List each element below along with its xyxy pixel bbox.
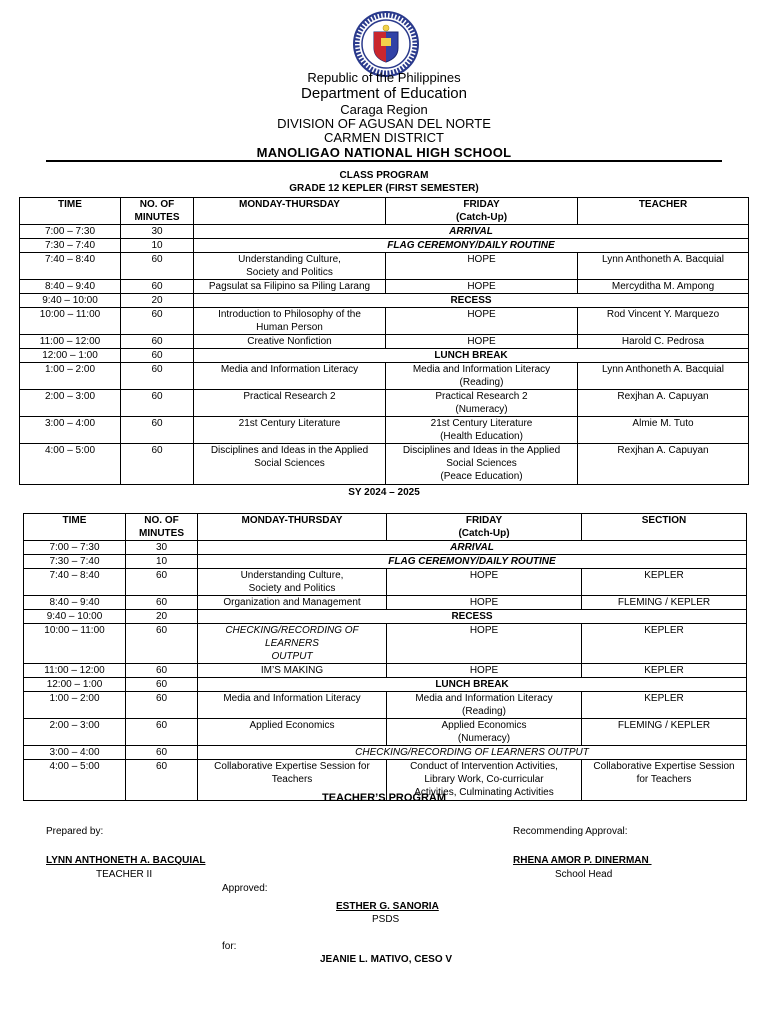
teacher-cell: Harold C. Pedrosa xyxy=(578,335,749,349)
time-cell: 7:40 – 8:40 xyxy=(24,569,126,596)
friday-sub-label: (Catch-Up) xyxy=(458,528,510,539)
recommending-title: School Head xyxy=(555,869,613,880)
col-mon-thu-header: MONDAY-THURSDAY xyxy=(198,514,387,541)
activity-span-cell: LUNCH BREAK xyxy=(194,349,749,363)
friday-subject-cell: HOPE xyxy=(386,335,578,349)
minutes-cell: 60 xyxy=(121,363,194,390)
mon-thu-subject-cell: Collaborative Expertise Session for Teachers xyxy=(198,760,387,801)
activity-span-cell: ARRIVAL xyxy=(194,225,749,239)
teacher-cell: Almie M. Tuto xyxy=(578,417,749,444)
header-divider xyxy=(46,160,722,162)
activity-span-cell: ARRIVAL xyxy=(198,541,747,555)
mon-thu-subject-cell: Media and Information Literacy xyxy=(198,692,387,719)
class-program-subtitle: GRADE 12 KEPLER (FIRST SEMESTER) xyxy=(289,183,479,194)
col-minutes-header: NO. OF MINUTES xyxy=(121,198,194,225)
friday-subject-cell: 21st Century Literature (Health Education) xyxy=(386,417,578,444)
deped-seal-logo xyxy=(352,10,420,78)
friday-label: FRIDAY xyxy=(463,199,500,210)
table-row xyxy=(24,719,747,746)
minutes-cell: 20 xyxy=(126,610,198,624)
header-division: DIVISION OF AGUSAN DEL NORTE xyxy=(277,116,491,131)
time-cell: 7:00 – 7:30 xyxy=(20,225,121,239)
approved-title: PSDS xyxy=(372,914,400,925)
time-cell: 3:00 – 4:00 xyxy=(20,417,121,444)
minutes-cell: 20 xyxy=(121,294,194,308)
table-row xyxy=(20,239,749,253)
time-cell: 4:00 – 5:00 xyxy=(20,444,121,485)
section-cell: KEPLER xyxy=(582,624,747,664)
minutes-cell: 60 xyxy=(126,596,198,610)
activity-span-cell: FLAG CEREMONY/DAILY ROUTINE xyxy=(194,239,749,253)
mon-thu-subject-cell: CHECKING/RECORDING OF LEARNERS OUTPUT xyxy=(198,624,387,664)
teacher-program-title: TEACHER’S PROGRAM xyxy=(321,792,447,804)
time-cell: 1:00 – 2:00 xyxy=(20,363,121,390)
for-label: for: xyxy=(222,941,237,952)
prepared-by-label: Prepared by: xyxy=(46,826,104,837)
mon-thu-subject-cell: Organization and Management xyxy=(198,596,387,610)
minutes-cell: 60 xyxy=(121,390,194,417)
activity-span-cell: RECESS xyxy=(198,610,747,624)
friday-subject-cell: Practical Research 2 (Numeracy) xyxy=(386,390,578,417)
mon-thu-subject-cell: Understanding Culture, Society and Politics xyxy=(198,569,387,596)
table-row xyxy=(20,335,749,349)
col-section-header: SECTION xyxy=(582,514,747,541)
friday-subject-cell: HOPE xyxy=(386,253,578,280)
table-row xyxy=(24,610,747,624)
friday-subject-cell: HOPE xyxy=(386,280,578,294)
time-cell: 4:00 – 5:00 xyxy=(24,760,126,801)
time-cell: 10:00 – 11:00 xyxy=(20,308,121,335)
header-district: CARMEN DISTRICT xyxy=(324,130,444,145)
minutes-cell: 60 xyxy=(121,335,194,349)
mon-thu-subject-cell: Creative Nonfiction xyxy=(194,335,386,349)
minutes-cell: 60 xyxy=(121,308,194,335)
recommending-name: RHENA AMOR P. DINERMAN xyxy=(513,855,652,866)
friday-subject-cell: Applied Economics (Numeracy) xyxy=(387,719,582,746)
table-row xyxy=(20,444,749,485)
table-row xyxy=(20,294,749,308)
table-row xyxy=(24,692,747,719)
time-cell: 11:00 – 12:00 xyxy=(20,335,121,349)
minutes-cell: 60 xyxy=(126,569,198,596)
table-row xyxy=(20,280,749,294)
minutes-cell: 60 xyxy=(126,678,198,692)
table-row xyxy=(24,746,747,760)
mon-thu-subject-cell: Applied Economics xyxy=(198,719,387,746)
col-teacher-header: TEACHER xyxy=(578,198,749,225)
school-year: SY 2024 – 2025 xyxy=(348,487,420,498)
friday-label: FRIDAY xyxy=(465,515,503,526)
minutes-cell: 60 xyxy=(121,444,194,485)
friday-subject-cell: HOPE xyxy=(387,596,582,610)
table-row xyxy=(24,678,747,692)
table-row xyxy=(24,664,747,678)
table-row xyxy=(20,417,749,444)
minutes-cell: 10 xyxy=(126,555,198,569)
minutes-cell: 60 xyxy=(121,349,194,363)
minutes-cell: 60 xyxy=(126,746,198,760)
mon-thu-subject-cell: Pagsulat sa Filipino sa Piling Larang xyxy=(194,280,386,294)
mon-thu-subject-cell: 21st Century Literature xyxy=(194,417,386,444)
section-cell: KEPLER xyxy=(582,692,747,719)
approved-label: Approved: xyxy=(222,883,268,894)
friday-subject-cell: HOPE xyxy=(387,624,582,664)
teacher-program-table xyxy=(23,513,747,801)
section-cell: FLEMING / KEPLER xyxy=(582,719,747,746)
mon-thu-subject-cell: IM’S MAKING xyxy=(198,664,387,678)
col-friday-header xyxy=(386,198,578,225)
recommending-label: Recommending Approval: xyxy=(513,826,628,837)
teacher-cell: Mercyditha M. Ampong xyxy=(578,280,749,294)
header-department: Department of Education xyxy=(301,85,467,102)
teacher-cell: Rexjhan A. Capuyan xyxy=(578,444,749,485)
table-row xyxy=(24,596,747,610)
table-row xyxy=(20,363,749,390)
teacher-cell: Lynn Anthoneth A. Bacquial xyxy=(578,363,749,390)
minutes-cell: 60 xyxy=(121,280,194,294)
minutes-cell: 60 xyxy=(121,417,194,444)
prepared-by-name: LYNN ANTHONETH A. BACQUIAL xyxy=(46,855,206,866)
time-cell: 9:40 – 10:00 xyxy=(24,610,126,624)
time-cell: 3:00 – 4:00 xyxy=(24,746,126,760)
time-cell: 8:40 – 9:40 xyxy=(20,280,121,294)
section-cell: Collaborative Expertise Session for Teachers xyxy=(582,760,747,801)
friday-subject-cell: HOPE xyxy=(387,664,582,678)
friday-subject-cell: Media and Information Literacy (Reading) xyxy=(386,363,578,390)
time-cell: 7:40 – 8:40 xyxy=(20,253,121,280)
prepared-by-title: TEACHER II xyxy=(96,869,153,880)
table-row xyxy=(20,253,749,280)
teacher-cell: Rod Vincent Y. Marquezo xyxy=(578,308,749,335)
minutes-cell: 30 xyxy=(121,225,194,239)
col-friday-header xyxy=(387,514,582,541)
friday-sub-label: (Catch-Up) xyxy=(455,212,508,223)
time-cell: 1:00 – 2:00 xyxy=(24,692,126,719)
time-cell: 10:00 – 11:00 xyxy=(24,624,126,664)
header-republic: Republic of the Philippines xyxy=(307,70,461,85)
activity-span-cell: LUNCH BREAK xyxy=(198,678,747,692)
time-cell: 8:40 – 9:40 xyxy=(24,596,126,610)
table-row xyxy=(24,555,747,569)
time-cell: 7:30 – 7:40 xyxy=(24,555,126,569)
header-region: Caraga Region xyxy=(340,102,428,117)
col-minutes-header: NO. OF MINUTES xyxy=(126,514,198,541)
table-row xyxy=(20,225,749,239)
teacher-cell: Rexjhan A. Capuyan xyxy=(578,390,749,417)
friday-subject-cell: Media and Information Literacy (Reading) xyxy=(387,692,582,719)
teacher-cell: Lynn Anthoneth A. Bacquial xyxy=(578,253,749,280)
activity-span-cell: CHECKING/RECORDING OF LEARNERS OUTPUT xyxy=(198,746,747,760)
activity-span-cell: FLAG CEREMONY/DAILY ROUTINE xyxy=(198,555,747,569)
mon-thu-subject-cell: Introduction to Philosophy of the Human Person xyxy=(194,308,386,335)
time-cell: 2:00 – 3:00 xyxy=(24,719,126,746)
friday-subject-cell: HOPE xyxy=(386,308,578,335)
approved-name: ESTHER G. SANORIA xyxy=(336,901,439,912)
friday-subject-cell: HOPE xyxy=(387,569,582,596)
mon-thu-subject-cell: Disciplines and Ideas in the Applied Social Sciences xyxy=(194,444,386,485)
table-row xyxy=(20,349,749,363)
col-mon-thu-header: MONDAY-THURSDAY xyxy=(194,198,386,225)
table-row xyxy=(24,624,747,664)
minutes-cell: 60 xyxy=(126,624,198,664)
mon-thu-subject-cell: Media and Information Literacy xyxy=(194,363,386,390)
time-cell: 7:30 – 7:40 xyxy=(20,239,121,253)
col-time-header: TIME xyxy=(24,514,126,541)
time-cell: 2:00 – 3:00 xyxy=(20,390,121,417)
col-time-header: TIME xyxy=(20,198,121,225)
minutes-cell: 60 xyxy=(121,253,194,280)
table-row xyxy=(24,541,747,555)
friday-subject-cell: Disciplines and Ideas in the Applied Social Sciences (Peace Education) xyxy=(386,444,578,485)
time-cell: 12:00 – 1:00 xyxy=(20,349,121,363)
minutes-cell: 60 xyxy=(126,719,198,746)
time-cell: 7:00 – 7:30 xyxy=(24,541,126,555)
activity-span-cell: RECESS xyxy=(194,294,749,308)
friday-subject-cell: Conduct of Intervention Activities, Library Work, Co-curricular Activities, Culminating Activities xyxy=(387,760,582,801)
minutes-cell: 60 xyxy=(126,692,198,719)
class-program-title: CLASS PROGRAM xyxy=(339,170,429,181)
section-cell: FLEMING / KEPLER xyxy=(582,596,747,610)
time-cell: 11:00 – 12:00 xyxy=(24,664,126,678)
section-cell: KEPLER xyxy=(582,569,747,596)
minutes-cell: 60 xyxy=(126,760,198,801)
class-program-table xyxy=(19,197,749,485)
minutes-cell: 10 xyxy=(121,239,194,253)
for-name: JEANIE L. MATIVO, CESO V xyxy=(320,954,453,965)
header-school: MANOLIGAO NATIONAL HIGH SCHOOL xyxy=(256,145,512,160)
table-row xyxy=(20,308,749,335)
minutes-cell: 30 xyxy=(126,541,198,555)
minutes-cell: 60 xyxy=(126,664,198,678)
section-cell: KEPLER xyxy=(582,664,747,678)
mon-thu-subject-cell: Practical Research 2 xyxy=(194,390,386,417)
table-row xyxy=(20,390,749,417)
time-cell: 12:00 – 1:00 xyxy=(24,678,126,692)
time-cell: 9:40 – 10:00 xyxy=(20,294,121,308)
mon-thu-subject-cell: Understanding Culture, Society and Politics xyxy=(194,253,386,280)
table-row xyxy=(24,569,747,596)
